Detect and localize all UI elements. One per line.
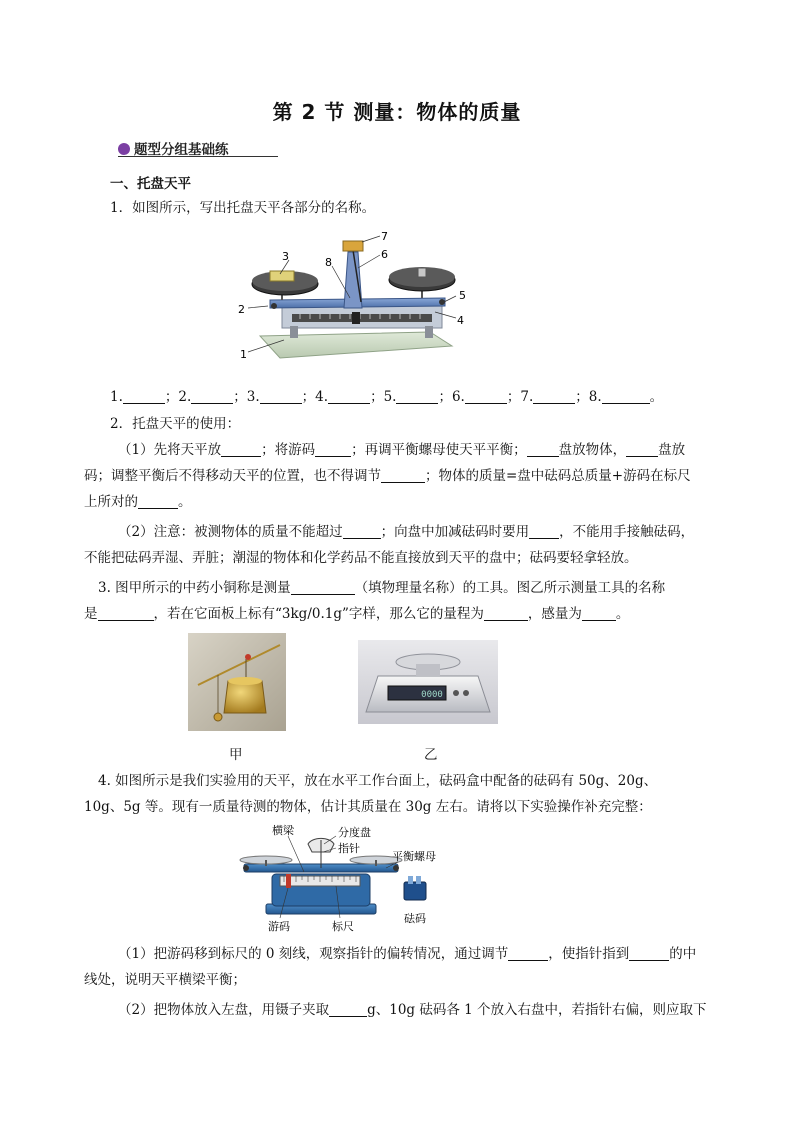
fig-label-scale: 标尺 — [332, 920, 354, 933]
blank-q2-4[interactable] — [626, 442, 658, 457]
diagram-label-1: 1 — [240, 348, 247, 361]
section-badge-text: 题型分组基础练 — [134, 142, 229, 158]
question-4-step1-line2: 线处，说明天平横梁平衡； — [84, 972, 246, 988]
question-4-step2-line1: （2）把物体放入左盘，用镊子夹取 g、10g 砝码各 1 个放入右盘中，若指针右偏，则应取下 — [118, 1002, 707, 1018]
question-4-line1: 4. 如图所示是我们实验用的天平，放在水平工作台面上，砝码盒中配备的砝码有 50g、20g、 — [98, 773, 658, 789]
fig-label-pointer: 指针 — [338, 842, 360, 855]
lab-balance-diagram — [236, 822, 448, 936]
diagram-label-3: 3 — [282, 250, 289, 263]
question-2-part1-line1: （1）先将天平放 ；将游码 ；再调平衡螺母使天平平衡； 盘放物体， 盘放 — [118, 442, 686, 458]
blank-q4-1[interactable] — [508, 946, 548, 961]
question-3-line2: 是 ，若在它面板上标有“3kg/0.1g”字样，那么它的量程为 ，感量为 。 — [84, 606, 630, 622]
bullet-icon — [118, 143, 130, 155]
steelyard-photo — [188, 633, 286, 731]
diagram-label-7: 7 — [381, 230, 388, 243]
blank-q2-7[interactable] — [343, 524, 381, 539]
subsection-heading: 一、托盘天平 — [110, 176, 191, 192]
caption-jia: 甲 — [229, 747, 243, 763]
blank-q3-1[interactable] — [291, 580, 355, 595]
caption-yi: 乙 — [424, 747, 438, 763]
answer-blank-5[interactable] — [396, 389, 438, 404]
question-1-text: 1．如图所示，写出托盘天平各部分的名称。 — [110, 200, 376, 216]
blank-q2-1[interactable] — [221, 442, 261, 457]
question-2-part2-line2: 不能把砝码弄湿、弄脏；潮湿的物体和化学药品不能直接放到天平的盘中；砝码要轻拿轻放。 — [84, 550, 638, 566]
blank-q2-6[interactable] — [138, 494, 178, 509]
blank-q2-5[interactable] — [381, 468, 425, 483]
answer-blank-8[interactable] — [602, 389, 650, 404]
blank-q2-8[interactable] — [529, 524, 559, 539]
question-2-part2-line1: （2）注意：被测物体的质量不能超过 ；向盘中加减砝码时要用 ，不能用手接触砝码， — [118, 524, 695, 540]
answer-blank-3[interactable] — [260, 389, 302, 404]
badge-underline — [118, 156, 278, 157]
blank-q3-3[interactable] — [484, 606, 528, 621]
diagram-label-2: 2 — [238, 303, 245, 316]
blank-q2-2[interactable] — [315, 442, 351, 457]
answer-blank-6[interactable] — [465, 389, 507, 404]
diagram-label-4: 4 — [457, 314, 464, 327]
diagram-label-8: 8 — [325, 256, 332, 269]
answer-blank-2[interactable] — [191, 389, 233, 404]
blank-q2-3[interactable] — [527, 442, 559, 457]
answer-blank-4[interactable] — [328, 389, 370, 404]
question-3-line1: 3. 图甲所示的中药小铜称是测量 （填物理量名称）的工具。图乙所示测量工具的名称 — [98, 580, 666, 596]
diagram-label-6: 6 — [381, 248, 388, 261]
question-1-answers: 1. ；2. ；3. ；4. ；5. ；6. ；7. ；8. 。 — [110, 389, 664, 405]
question-4-step1-line1: （1）把游码移到标尺的 0 刻线，观察指针的偏转情况，通过调节 ，使指针指到 的中 — [118, 946, 697, 962]
scale-display: 0000 — [421, 690, 443, 700]
question-2-part1-line2: 码；调整平衡后不得移动天平的位置，也不得调节 ；物体的质量=盘中砝码总质量+游码在标尺 — [84, 468, 691, 484]
section-badge — [118, 138, 229, 158]
blank-q3-2[interactable] — [98, 606, 154, 621]
diagram-label-5: 5 — [459, 289, 466, 302]
fig-label-dial: 分度盘 — [338, 826, 371, 839]
blank-q4-3[interactable] — [329, 1002, 367, 1017]
answer-blank-1[interactable] — [123, 389, 165, 404]
electronic-scale-photo — [358, 640, 498, 724]
fig-label-nut: 平衡螺母 — [392, 850, 436, 863]
question-4-line2: 10g、5g 等。现有一质量待测的物体，估计其质量在 30g 左右。请将以下实验操作补充完整： — [84, 799, 652, 815]
blank-q3-4[interactable] — [582, 606, 616, 621]
balance-diagram — [230, 228, 480, 368]
question-2-part1-line3: 上所对的 。 — [84, 494, 192, 510]
blank-q4-2[interactable] — [629, 946, 669, 961]
fig-label-weights: 砝码 — [404, 912, 426, 925]
question-2-intro: 2．托盘天平的使用： — [110, 416, 241, 432]
fig-label-rider: 游码 — [268, 920, 290, 933]
fig-label-beam: 横梁 — [272, 824, 294, 837]
answer-blank-7[interactable] — [533, 389, 575, 404]
page-title: 第 2 节 测量：物体的质量 — [272, 100, 522, 124]
